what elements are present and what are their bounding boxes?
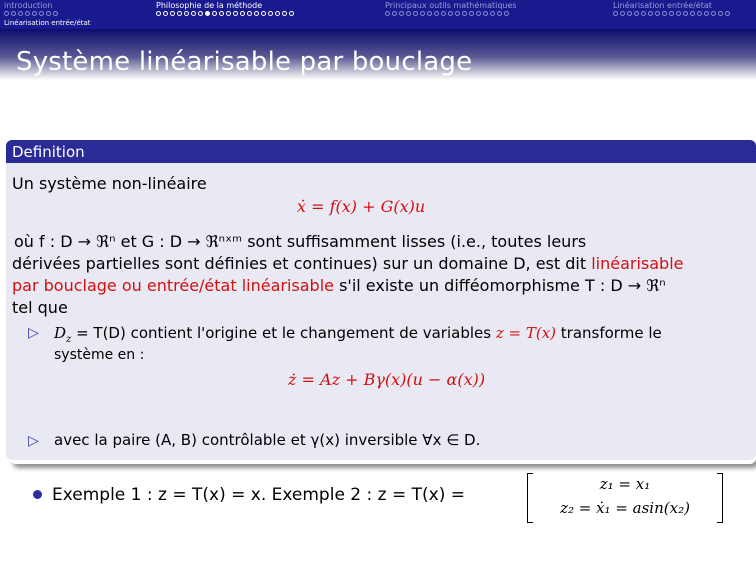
nav-dot[interactable] — [627, 11, 632, 16]
nav-dot[interactable] — [219, 11, 224, 16]
nav-dot[interactable] — [420, 11, 425, 16]
linearisable-term-continued: par bouclage ou entrée/état linéarisable — [12, 276, 334, 295]
definition-block-title: Definition — [12, 143, 85, 161]
nav-dot[interactable] — [261, 11, 266, 16]
condition-item-2: avec la paire (A, B) contrôlable et γ(x) inversible ∀x ∈ D. — [54, 431, 481, 449]
nav-dot[interactable] — [476, 11, 481, 16]
nav-dot[interactable] — [18, 11, 23, 16]
nav-dot[interactable] — [156, 11, 161, 16]
nav-dot[interactable] — [184, 11, 189, 16]
nav-dot[interactable] — [683, 11, 688, 16]
nav-section-3[interactable]: Principaux outils mathématiques — [385, 1, 517, 10]
nav-dot[interactable] — [648, 11, 653, 16]
domain-symbol: D — [54, 324, 67, 342]
nav-dot[interactable] — [25, 11, 30, 16]
definition-intro: Un système non-linéaire — [12, 174, 207, 193]
definition-text-line-1: où f : D → ℜⁿ et G : D → ℜⁿˣᵐ sont suffisamment lisses (i.e., toutes leurs — [14, 232, 587, 251]
nav-dot[interactable] — [191, 11, 196, 16]
nav-dot[interactable] — [254, 11, 259, 16]
nav-dot[interactable] — [53, 11, 58, 16]
domain-subscript: z — [66, 334, 72, 345]
condition-item-1-text: = T(D) contient l'origine et le changement de variables — [71, 324, 496, 342]
condition-item-1-line-2: système en : — [54, 347, 145, 363]
nav-dot[interactable] — [669, 11, 674, 16]
definition-text-line-2-plain: dérivées partielles sont définies et continues) sur un domaine D, est dit — [12, 254, 592, 273]
nav-dot[interactable] — [282, 11, 287, 16]
nav-dot[interactable] — [413, 11, 418, 16]
nav-dot[interactable] — [177, 11, 182, 16]
nav-dot[interactable] — [497, 11, 502, 16]
nav-dot[interactable] — [275, 11, 280, 16]
condition-item-1-tail: transforme le — [556, 324, 662, 342]
nav-dot[interactable] — [620, 11, 625, 16]
nav-dot[interactable] — [469, 11, 474, 16]
nav-dot[interactable] — [441, 11, 446, 16]
nav-dot[interactable] — [662, 11, 667, 16]
frame-title: Système linéarisable par bouclage — [16, 47, 473, 77]
nav-dot[interactable] — [462, 11, 467, 16]
nav-dot[interactable] — [490, 11, 495, 16]
nav-dot[interactable] — [704, 11, 709, 16]
nav-dot[interactable] — [39, 11, 44, 16]
definition-text-line-3 — [12, 276, 666, 296]
matrix-row-2: z₂ = ẋ₁ = asin(x₂) — [560, 499, 690, 517]
nav-dot[interactable] — [385, 11, 390, 16]
bullet-icon — [33, 490, 42, 499]
nav-section-4[interactable]: Linéarisation entrée/état — [613, 1, 712, 10]
nav-dot[interactable] — [504, 11, 509, 16]
matrix-row-1: z₁ = x₁ — [599, 475, 651, 493]
example-matrix — [527, 473, 723, 523]
subsection-title: Linéarisation entrée/état — [4, 19, 91, 27]
definition-text-line-3-plain: s'il existe un difféomorphisme T : D → ℜⁿ — [334, 276, 666, 295]
nav-dot[interactable] — [32, 11, 37, 16]
definition-text-line-4: tel que — [12, 298, 68, 317]
nav-dot[interactable] — [641, 11, 646, 16]
nav-dot[interactable] — [483, 11, 488, 16]
nav-dot[interactable] — [725, 11, 730, 16]
nav-dot[interactable] — [406, 11, 411, 16]
nav-section-2[interactable]: Philosophie de la méthode — [156, 1, 263, 10]
nav-dot[interactable] — [613, 11, 618, 16]
nav-dot[interactable] — [11, 11, 16, 16]
nav-dot[interactable] — [268, 11, 273, 16]
triangle-right-icon: ▷ — [28, 325, 39, 341]
nav-dot[interactable] — [233, 11, 238, 16]
nav-dot[interactable] — [289, 11, 294, 16]
definition-block-header — [6, 140, 756, 163]
nav-dot[interactable] — [711, 11, 716, 16]
definition-text-line-2 — [12, 254, 684, 274]
nav-dot[interactable] — [448, 11, 453, 16]
nav-section-1[interactable]: introduction — [4, 1, 53, 10]
transformed-system-equation: ż = Az + Bγ(x)(u − α(x)) — [288, 370, 486, 389]
nav-dot[interactable] — [46, 11, 51, 16]
nav-dot[interactable] — [455, 11, 460, 16]
nav-dot[interactable] — [718, 11, 723, 16]
nav-dot[interactable] — [205, 11, 210, 16]
linearisable-term: linéarisable — [591, 254, 684, 273]
nav-dot[interactable] — [198, 11, 203, 16]
nav-dot[interactable] — [247, 11, 252, 16]
nav-dot[interactable] — [392, 11, 397, 16]
nav-dot[interactable] — [697, 11, 702, 16]
nav-dot[interactable] — [163, 11, 168, 16]
nav-dot[interactable] — [226, 11, 231, 16]
triangle-right-icon: ▷ — [28, 433, 39, 449]
nav-dot[interactable] — [399, 11, 404, 16]
nav-dot[interactable] — [212, 11, 217, 16]
nav-dot[interactable] — [170, 11, 175, 16]
system-equation: ẋ = f(x) + G(x)u — [297, 197, 426, 216]
nav-dot[interactable] — [634, 11, 639, 16]
change-of-variables: z = T(x) — [495, 324, 557, 342]
nav-dot[interactable] — [655, 11, 660, 16]
nav-dot[interactable] — [427, 11, 432, 16]
condition-item-1 — [54, 323, 662, 350]
nav-dot[interactable] — [4, 11, 9, 16]
nav-dot[interactable] — [676, 11, 681, 16]
nav-dot[interactable] — [434, 11, 439, 16]
nav-dot[interactable] — [690, 11, 695, 16]
example-text: Exemple 1 : z = T(x) = x. Exemple 2 : z = T(x) = — [52, 485, 465, 505]
nav-dot[interactable] — [240, 11, 245, 16]
